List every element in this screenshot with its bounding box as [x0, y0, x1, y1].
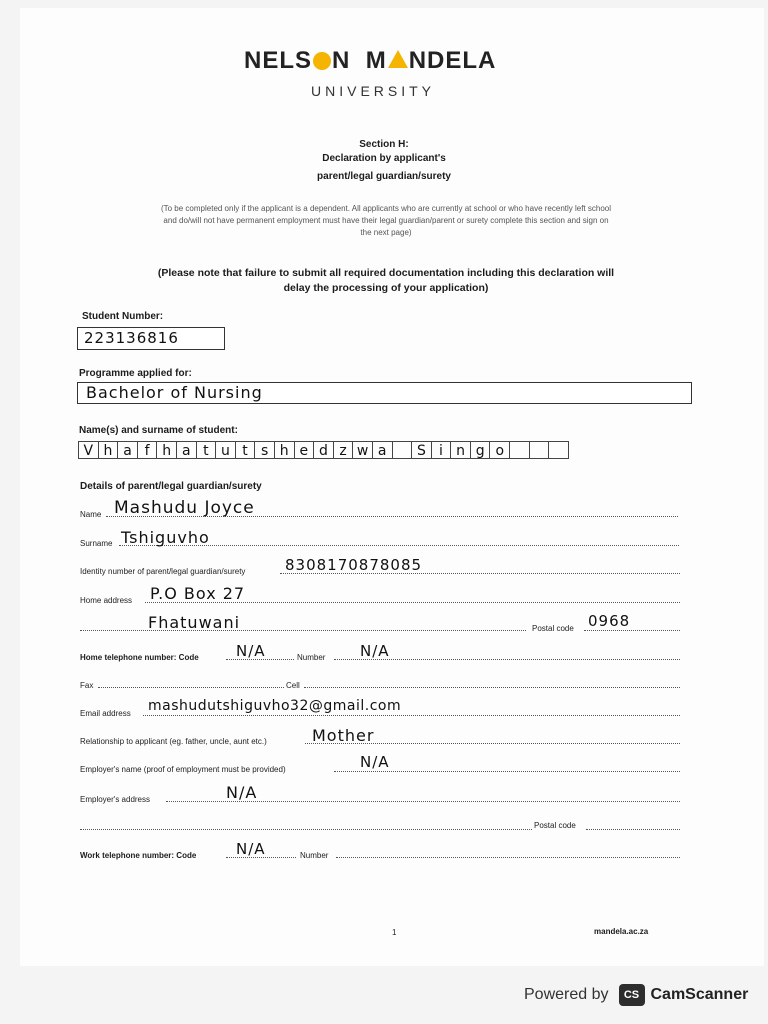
name-cell[interactable]: s	[254, 441, 275, 459]
camscanner-logo-icon: CS	[619, 984, 645, 1006]
name-cell[interactable]: V	[78, 441, 99, 459]
postal-code-value: 0968	[588, 612, 631, 630]
name-cell[interactable]: a	[117, 441, 138, 459]
name-cell[interactable]	[548, 441, 569, 459]
student-name-cells[interactable]	[79, 441, 569, 459]
name-cell[interactable]: i	[431, 441, 452, 459]
employer-postal-line[interactable]	[586, 829, 680, 830]
name-cell[interactable]: d	[313, 441, 334, 459]
powered-by-text: Powered by	[524, 986, 609, 1003]
student-name-label: Name(s) and surname of student:	[79, 425, 238, 436]
home-address-label: Home address	[80, 596, 133, 605]
website-label: mandela.ac.za	[594, 927, 649, 936]
work-tel-number-line[interactable]	[336, 857, 680, 858]
warning-line: delay the processing of your application)	[283, 282, 489, 294]
home-tel-number-label: Number	[297, 653, 326, 662]
note-line: the next page)	[360, 228, 412, 237]
note-line: (To be completed only if the applicant is a dependent. All applicants who are currently at school or who have recently left school	[160, 204, 612, 213]
employer-name-line[interactable]	[334, 771, 680, 772]
employer-name-value: N/A	[360, 753, 390, 771]
section-label: Section H:	[359, 139, 409, 150]
parent-surname-label: Surname	[80, 539, 113, 548]
parent-name-value: Mashudu Joyce	[114, 498, 255, 518]
name-cell[interactable]	[529, 441, 550, 459]
home-address-line-2[interactable]	[80, 630, 526, 631]
email-value: mashudutshiguvho32@gmail.com	[148, 698, 402, 714]
student-number-label: Student Number:	[82, 311, 164, 322]
work-tel-code-value: N/A	[236, 840, 266, 858]
parent-surname-value: Tshiguvho	[121, 528, 210, 547]
name-cell[interactable]	[509, 441, 530, 459]
logo-word1-end: N	[332, 47, 351, 74]
camscanner-name: CamScanner	[650, 986, 749, 1003]
logo-subtitle: UNIVERSITY	[311, 83, 436, 99]
student-number-field[interactable]	[77, 327, 225, 350]
home-address-value-1: P.O Box 27	[150, 584, 246, 603]
employer-address-label: Employer's address	[80, 795, 150, 804]
employer-address-line-2[interactable]	[80, 829, 532, 830]
name-cell[interactable]: u	[215, 441, 236, 459]
logo-word2-start: M	[365, 47, 387, 74]
fax-line[interactable]	[98, 687, 284, 688]
name-cell[interactable]: t	[235, 441, 256, 459]
postal-code-label: Postal code	[532, 624, 574, 633]
home-tel-number-value: N/A	[360, 642, 390, 660]
name-cell[interactable]: a	[176, 441, 197, 459]
employer-address-value: N/A	[226, 783, 258, 802]
id-number-label: Identity number of parent/legal guardian/surety	[80, 567, 246, 576]
home-address-value-2: Fhatuwani	[148, 613, 241, 632]
name-cell[interactable]: h	[98, 441, 119, 459]
name-cell[interactable]: h	[274, 441, 295, 459]
programme-value: Bachelor of Nursing	[86, 383, 263, 402]
work-telephone-label: Work telephone number: Code	[80, 851, 197, 860]
home-telephone-label: Home telephone number: Code	[80, 653, 199, 662]
work-tel-number-label: Number	[300, 851, 329, 860]
logo-word1-start: NELS	[244, 47, 313, 74]
cell-label: Cell	[286, 681, 300, 690]
name-cell[interactable]: e	[294, 441, 315, 459]
home-tel-code-value: N/A	[236, 642, 266, 660]
name-cell[interactable]: o	[489, 441, 510, 459]
name-cell[interactable]: f	[137, 441, 158, 459]
section-title: Declaration by applicant's	[322, 153, 446, 164]
section-title-cont: parent/legal guardian/surety	[317, 171, 451, 182]
relationship-label: Relationship to applicant (eg. father, uncle, aunt etc.)	[80, 737, 267, 746]
name-cell[interactable]: a	[372, 441, 393, 459]
dependent-note	[76, 203, 696, 239]
name-cell[interactable]: S	[411, 441, 432, 459]
fax-label: Fax	[80, 681, 94, 690]
email-line[interactable]	[143, 715, 680, 716]
parent-details-heading: Details of parent/legal guardian/surety	[80, 481, 262, 492]
employer-name-label: Employer's name (proof of employment must be provided)	[80, 765, 286, 774]
name-cell[interactable]: h	[156, 441, 177, 459]
employer-postal-label: Postal code	[534, 821, 576, 830]
page-number: 1	[392, 928, 397, 937]
logo-triangle-icon	[388, 50, 408, 68]
parent-name-label: Name	[80, 510, 102, 519]
documentation-warning	[96, 266, 676, 296]
logo-dot-icon	[313, 52, 331, 70]
relationship-value: Mother	[312, 726, 375, 745]
programme-field[interactable]	[77, 382, 692, 404]
name-cell[interactable]: g	[470, 441, 491, 459]
id-number-value: 8308170878085	[285, 556, 423, 574]
university-logo	[244, 47, 496, 75]
email-label: Email address	[80, 709, 131, 718]
name-cell[interactable]: w	[352, 441, 373, 459]
name-cell[interactable]: n	[450, 441, 471, 459]
logo-word2-end: NDELA	[408, 47, 497, 74]
warning-line: (Please note that failure to submit all required documentation including this declaration will	[157, 267, 615, 279]
name-cell[interactable]: z	[333, 441, 354, 459]
name-cell[interactable]	[392, 441, 413, 459]
cell-line[interactable]	[304, 687, 680, 688]
name-cell[interactable]: t	[196, 441, 217, 459]
programme-label: Programme applied for:	[79, 368, 192, 379]
note-line: and do/will not have permanent employment must have their legal guardian/parent or surety complete this section and sign on	[163, 216, 609, 225]
student-number-value: 223136816	[84, 329, 179, 347]
camscanner-watermark	[524, 984, 748, 1006]
postal-code-line[interactable]	[584, 630, 680, 631]
